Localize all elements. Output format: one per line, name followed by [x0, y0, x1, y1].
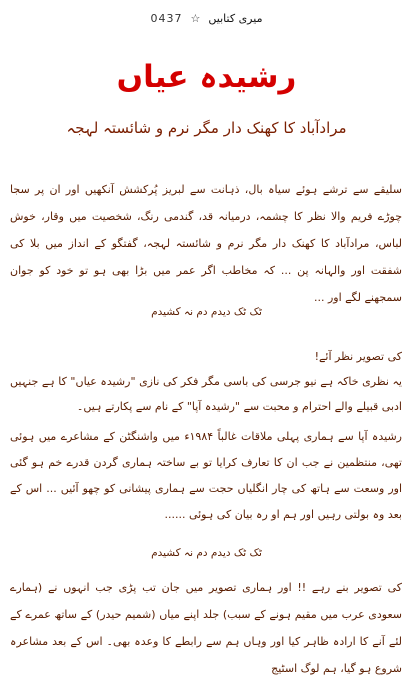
paragraph-4: رشیدہ آپا سے ہماری پہلی ملاقات غالباً ۱۹۸۴ء میں واشنگٹن کے مشاعرے میں ہوئی تھی، منتظمین نے جب ان کا تعارف کرایا تو بے ساختہ ہماری گردن قدرے خم ہو گئی اور وسعت سے ہاتھ کی چار انگلیاں حجت سے ہماری پیشانی کو چھو آئیں ... اس کے بعد وہ بولتی رہیں اور ہم او رہ بیان کی ہوئی ......	[10, 430, 402, 521]
paragraph-2: کی تصویر نظر آئے!	[314, 350, 402, 363]
page-title: رشیدہ عیاں	[116, 59, 297, 95]
page-subtitle: مرادآباد کا کھنک دار مگر نرم و شائستہ لہجہ	[66, 119, 347, 137]
star-icon: ☆	[190, 11, 201, 25]
paragraph-1: سلیقے سے ترشے ہوئے سیاہ بال، ذہانت سے لبریز پُرکشش آنکھیں اور ان پر سجا چوڑے فریم والا نظر کا چشمہ، درمیانہ قد، گندمی رنگ، شخصیت میں وقار، خوش لباس، مرادآباد کا کھنک دار مگر نرم و شائستہ لہجہ، گفتگو کے انداز میں بلا کی شفقت اور والہانہ پن ... کہ مخاطب اگر عمر میں بڑا بھی ہو تو خود کو جوان سمجھنے لگے اور ...	[10, 183, 402, 304]
page-number: 0437	[150, 11, 183, 25]
verse-2: ٹک ٹک دیدم دم نہ کشیدم	[151, 547, 262, 559]
page-header	[0, 10, 413, 26]
verse-1: ٹک ٹک دیدم دم نہ کشیدم	[151, 306, 262, 318]
paragraph-3: یہ نظری خاکہ ہے نیو جرسی کی باسی مگر فکر کی نازی "رشیدہ عیاں" کا ہے جنہیں ادبی قبیلے والے احترام و محبت سے "رشیدہ آپا" کے نام سے پکارتے ہیں۔	[10, 375, 402, 413]
site-name: میری کتابیں	[208, 11, 263, 25]
paragraph-5: کی تصویر بنے رہے !! اور ہماری تصویر میں جان تب پڑی جب انہوں نے (ہمارے سعودی عرب میں مقیم ہونے کے سبب) جلد اپنے میاں (شمیم حیدر) کے ساتھ عمرے کے لئے آنے کا ارادہ ظاہر کیا اور وہاں ہم سے رابطے کا وعدہ بھی۔ اس کے بعد مشاعرہ شروع ہو گیا، ہم لوگ اسٹیج	[10, 581, 402, 675]
